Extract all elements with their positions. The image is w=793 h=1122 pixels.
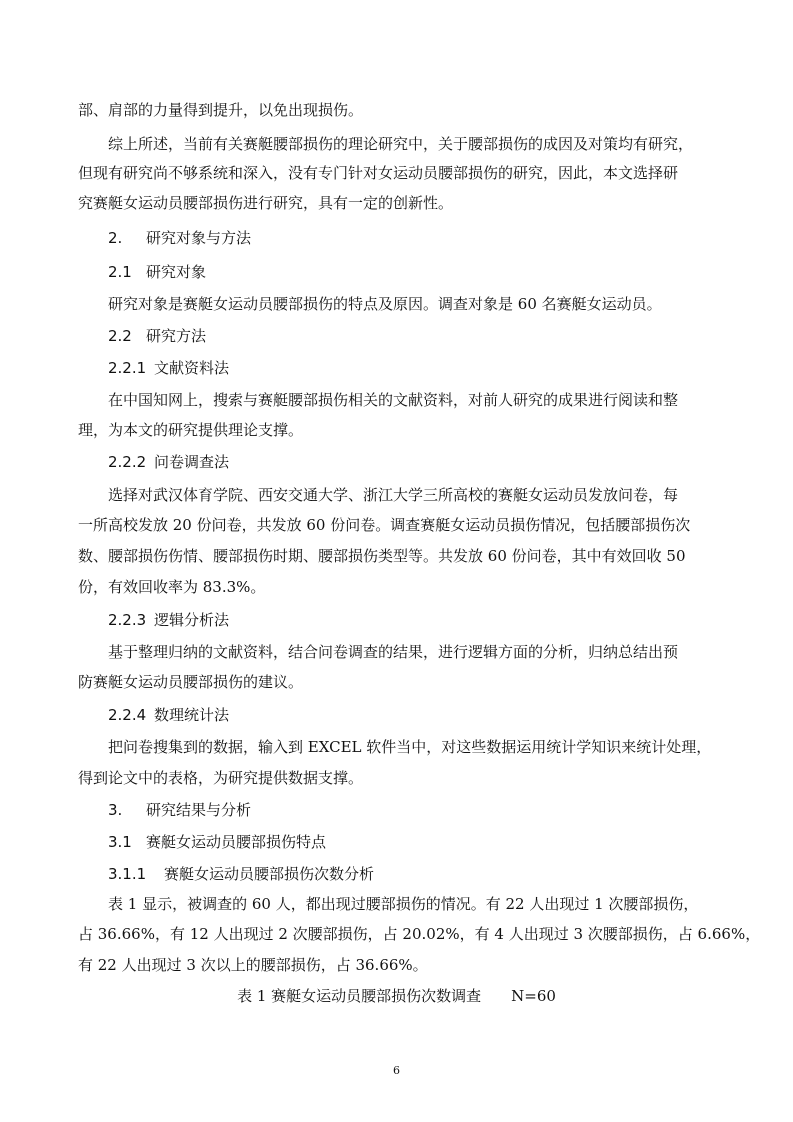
section-number: 3. <box>108 801 123 819</box>
section-number: 2.2.4 <box>108 706 147 724</box>
section-heading <box>108 800 251 820</box>
paragraph-line: 表 1 显示，被调查的 60 人，都出现过腰部损伤的情况。有 22 人出现过 1 次腰部损伤， <box>108 895 699 913</box>
section-heading <box>108 228 251 248</box>
subsection-heading <box>108 326 206 346</box>
section-number: 3.1 <box>108 833 132 851</box>
subsubsection-heading <box>108 452 229 472</box>
paragraph-line: 在中国知网上，搜索与赛艇腰部损伤相关的文献资料，对前人研究的成果进行阅读和整 <box>108 391 679 409</box>
paragraph-line: 得到论文中的表格，为研究提供数据支撑。 <box>78 769 364 787</box>
paragraph-line: 选择对武汉体育学院、西安交通大学、浙江大学三所高校的赛艇女运动员发放问卷，每 <box>108 486 679 504</box>
paragraph-line: 有 22 人出现过 3 次以上的腰部损伤，占 36.66%。 <box>78 956 428 974</box>
section-title: 研究方法 <box>146 327 207 345</box>
subsection-heading <box>108 262 206 282</box>
paragraph-line: 份，有效回收率为 83.3%。 <box>78 578 266 596</box>
paragraph-line: 基于整理归纳的文献资料，结合问卷调查的结果，进行逻辑方面的分析，归纳总结出预 <box>108 643 679 661</box>
paragraph-line: 但现有研究尚不够系统和深入，没有专门针对女运动员腰部损伤的研究，因此，本文选择研 <box>78 164 679 182</box>
subsubsection-heading <box>108 358 229 378</box>
section-number: 2.2 <box>108 327 132 345</box>
paragraph-line: 数、腰部损伤伤情、腰部损伤时期、腰部损伤类型等。共发放 60 份问卷，其中有效回收 50 <box>78 547 686 565</box>
section-title: 研究对象 <box>146 263 207 281</box>
subsubsection-heading <box>108 610 229 630</box>
section-title: 问卷调查法 <box>154 453 230 471</box>
paragraph-line: 一所高校发放 20 份问卷，共发放 60 份问卷。调查赛艇女运动员损伤情况，包括腰部损伤次 <box>78 516 691 534</box>
section-number: 3.1.1 <box>108 865 147 883</box>
page-number: 6 <box>393 1064 400 1077</box>
paragraph-line: 究赛艇女运动员腰部损伤进行研究，具有一定的创新性。 <box>78 194 454 212</box>
section-title: 文献资料法 <box>154 359 230 377</box>
paragraph-line: 部、肩部的力量得到提升，以免出现损伤。 <box>78 101 364 119</box>
table-caption: 表 1 赛艇女运动员腰部损伤次数调查 N=60 <box>237 987 556 1005</box>
section-number: 2.1 <box>108 263 132 281</box>
paragraph-line: 理，为本文的研究提供理论支撑。 <box>78 421 304 439</box>
subsection-heading <box>108 832 326 852</box>
paragraph-line: 把问卷搜集到的数据，输入到 EXCEL 软件当中，对这些数据运用统计学知识来统计处理， <box>108 738 712 756</box>
section-title: 数理统计法 <box>154 706 230 724</box>
section-number: 2.2.2 <box>108 453 147 471</box>
section-number: 2.2.1 <box>108 359 147 377</box>
section-title: 赛艇女运动员腰部损伤次数分析 <box>164 865 375 883</box>
paragraph-line: 研究对象是赛艇女运动员腰部损伤的特点及原因。调查对象是 60 名赛艇女运动员。 <box>108 295 662 313</box>
paragraph-line: 综上所述，当前有关赛艇腰部损伤的理论研究中，关于腰部损伤的成因及对策均有研究， <box>108 135 694 153</box>
section-number: 2.2.3 <box>108 611 147 629</box>
section-title: 赛艇女运动员腰部损伤特点 <box>146 833 327 851</box>
paragraph-line: 防赛艇女运动员腰部损伤的建议。 <box>78 673 304 691</box>
section-title: 研究结果与分析 <box>146 801 252 819</box>
section-number: 2. <box>108 229 123 247</box>
section-title: 研究对象与方法 <box>146 229 252 247</box>
paragraph-line: 占 36.66%，有 12 人出现过 2 次腰部损伤，占 20.02%，有 4 人出现过 3 次腰部损伤，占 6.66%， <box>78 925 761 943</box>
section-title: 逻辑分析法 <box>154 611 230 629</box>
subsubsection-heading <box>108 705 229 725</box>
subsubsection-heading <box>108 864 374 884</box>
